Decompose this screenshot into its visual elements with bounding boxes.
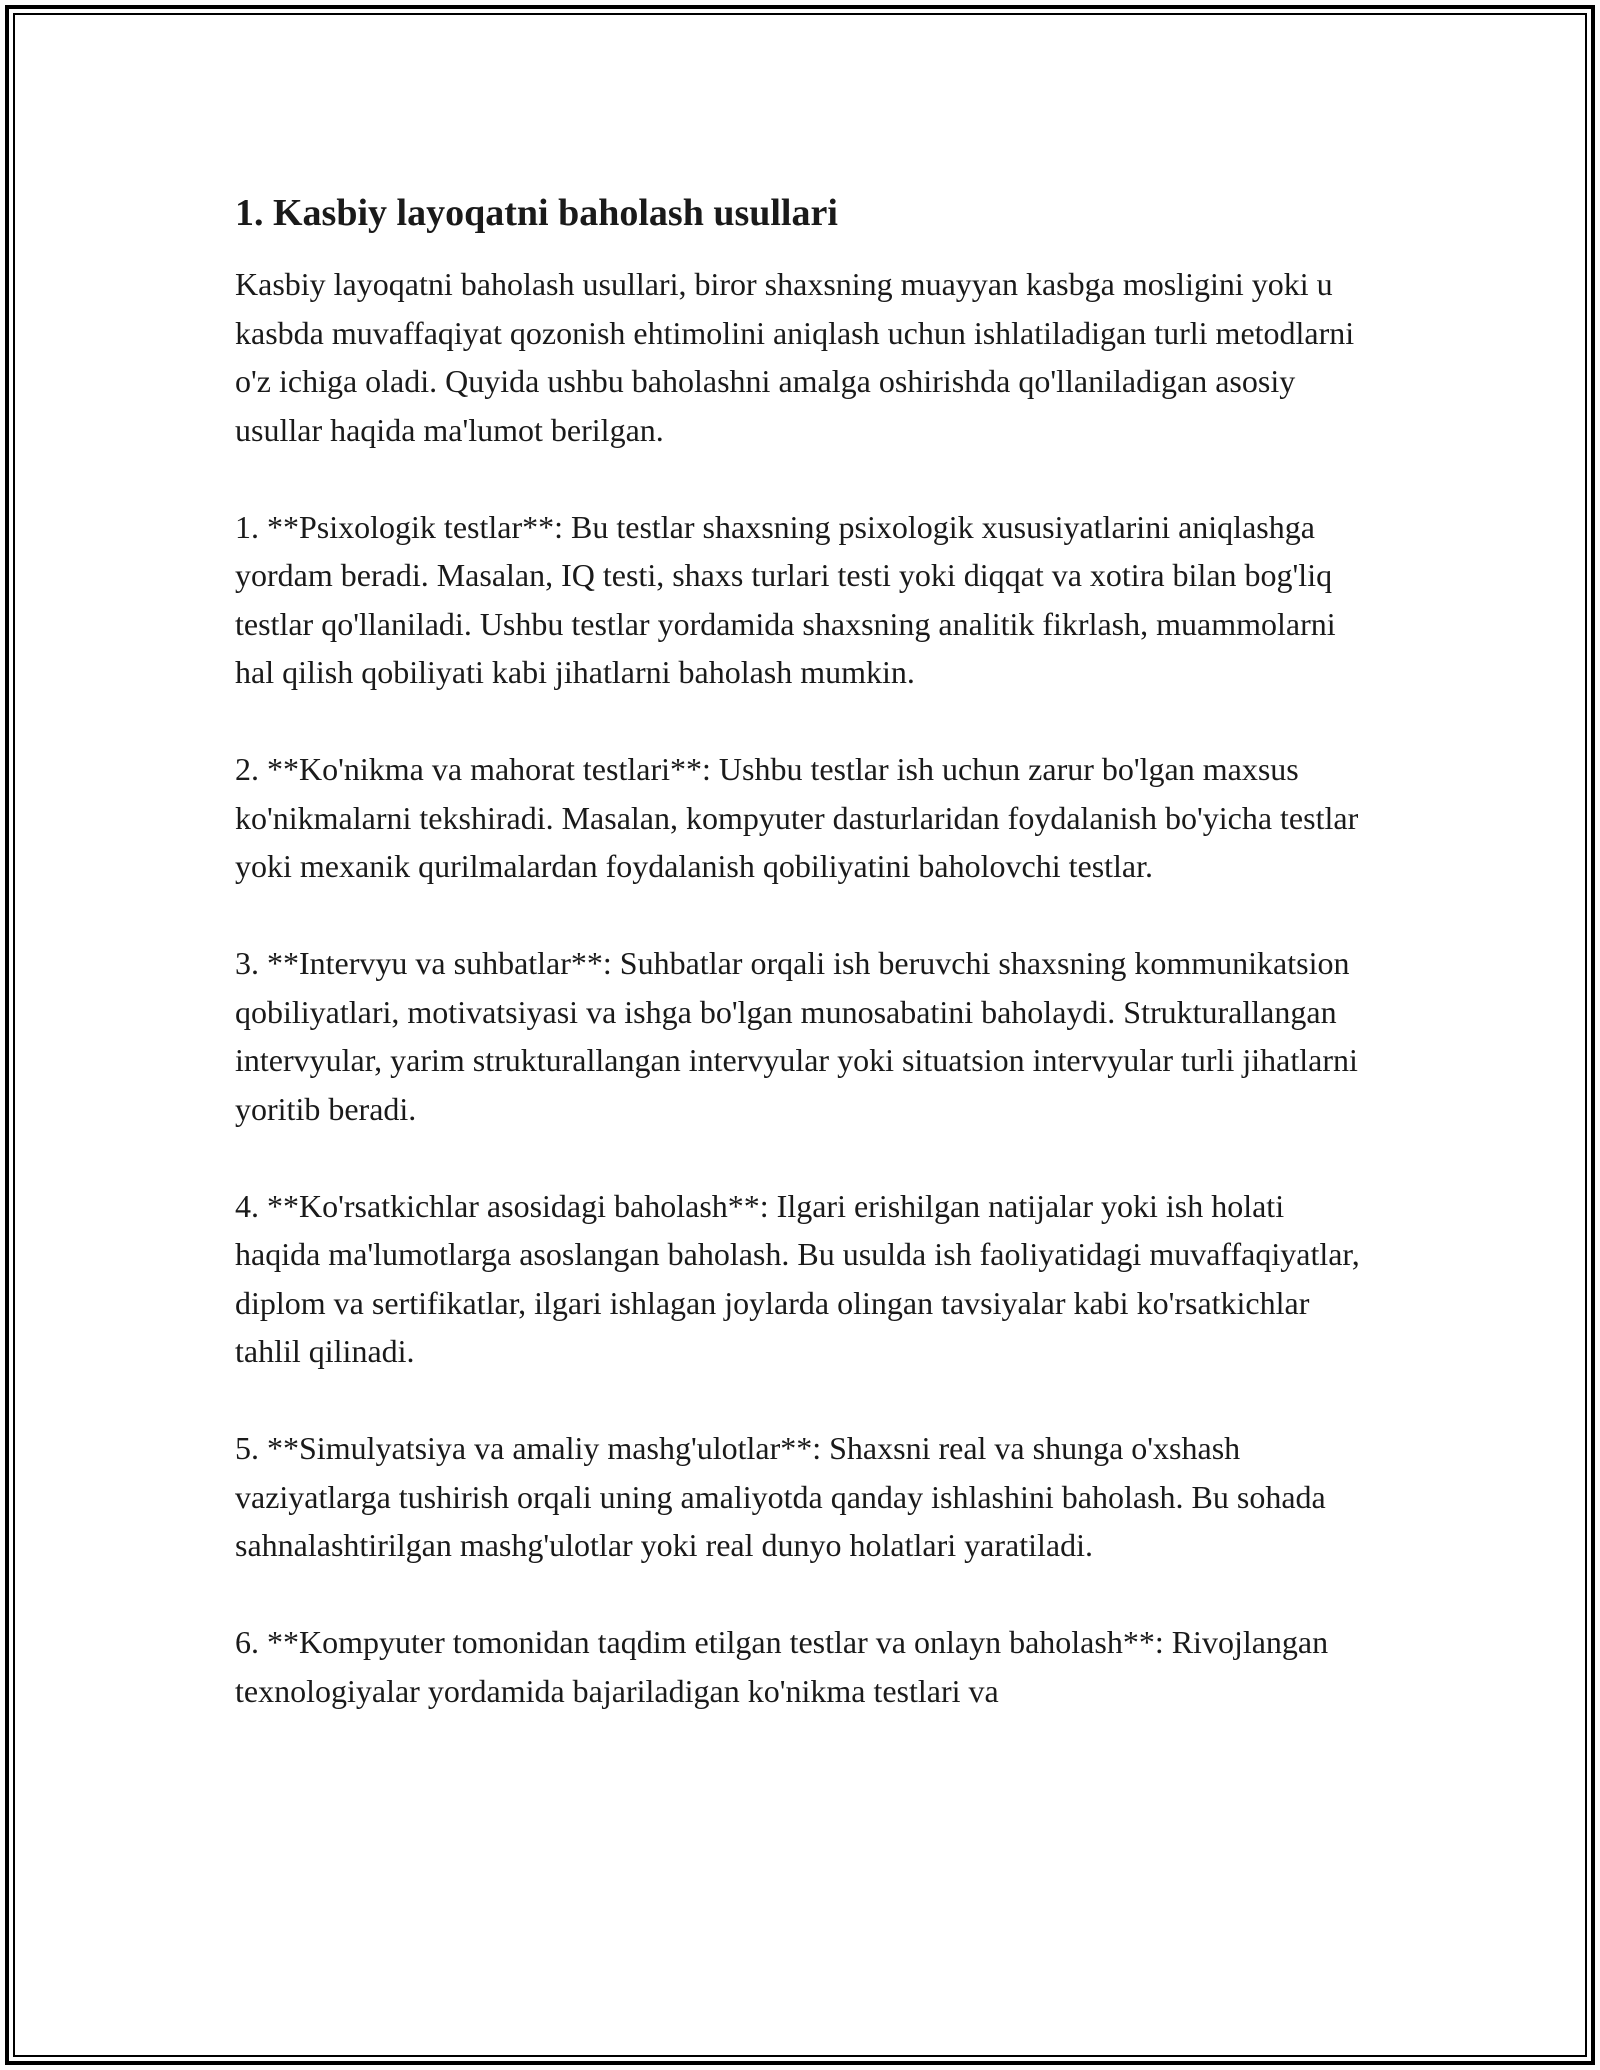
document-body	[235, 188, 1375, 1715]
paragraph-psixologik-testlar: 1. **Psixologik testlar**: Bu testlar shaxsning psixologik xususiyatlarini aniqlashga yordam beradi. Masalan, IQ testi, shaxs turlari testi yoki diqqat va xotira bilan bog'liq testlar qo'llaniladi. Ushbu testlar yordamida shaxsning analitik fikrlash, muammolarni hal qilish qobiliyati kabi jihatlarni baholash mumkin.	[235, 508, 1336, 690]
paragraph-kompyuter-testlar: 6. **Kompyuter tomonidan taqdim etilgan testlar va onlayn baholash**: Rivojlangan texnologiyalar yordamida bajariladigan ko'nikma testlari va	[235, 1624, 1329, 1709]
intro-paragraph: Kasbiy layoqatni baholash usullari, biror shaxsning muayyan kasbga mosligini yoki u kasbda muvaffaqiyat qozonish ehtimolini aniqlash uchun ishlatiladigan turli metodlarni o'z ichiga oladi. Quyida ushbu baholashni amalga oshirishda qo'llaniladigan asosiy usullar haqida ma'lumot berilgan.	[235, 266, 1355, 448]
paragraph-intervyu: 3. **Intervyu va suhbatlar**: Suhbatlar orqali ish beruvchi shaxsning kommunikatsion qobiliyatlari, motivatsiyasi va ishga bo'lgan munosabatini baholaydi. Strukturallangan intervyular, yarim strukturallangan intervyular yoki situatsion intervyular turli jihatlarni yoritib beradi.	[235, 945, 1358, 1127]
paragraph-simulyatsiya: 5. **Simulyatsiya va amaliy mashg'ulotlar**: Shaxsni real va shunga o'xshash vaziyatlarga tushirish orqali uning amaliyotda qanday ishlashini baholash. Bu sohada sahnalashtirilgan mashg'ulotlar yoki real dunyo holatlari yaratiladi.	[235, 1430, 1326, 1563]
section-heading: 1. Kasbiy layoqatni baholash usullari	[235, 192, 838, 234]
paragraph-konikma-testlari: 2. **Ko'nikma va mahorat testlari**: Ushbu testlar ish uchun zarur bo'lgan maxsus ko'nikmalarni tekshiradi. Masalan, kompyuter dasturlaridan foydalanish bo'yicha testlar yoki mexanik qurilmalardan foydalanish qobiliyatini baholovchi testlar.	[235, 751, 1359, 884]
paragraph-korsatkichlar: 4. **Ko'rsatkichlar asosidagi baholash**: Ilgari erishilgan natijalar yoki ish holati haqida ma'lumotlarga asoslangan baholash. Bu usulda ish faoliyatidagi muvaffaqiyatlar, diplom va sertifikatlar, ilgari ishlagan joylarda olingan tavsiyalar kabi ko'rsatkichlar tahlil qilinadi.	[235, 1187, 1360, 1369]
